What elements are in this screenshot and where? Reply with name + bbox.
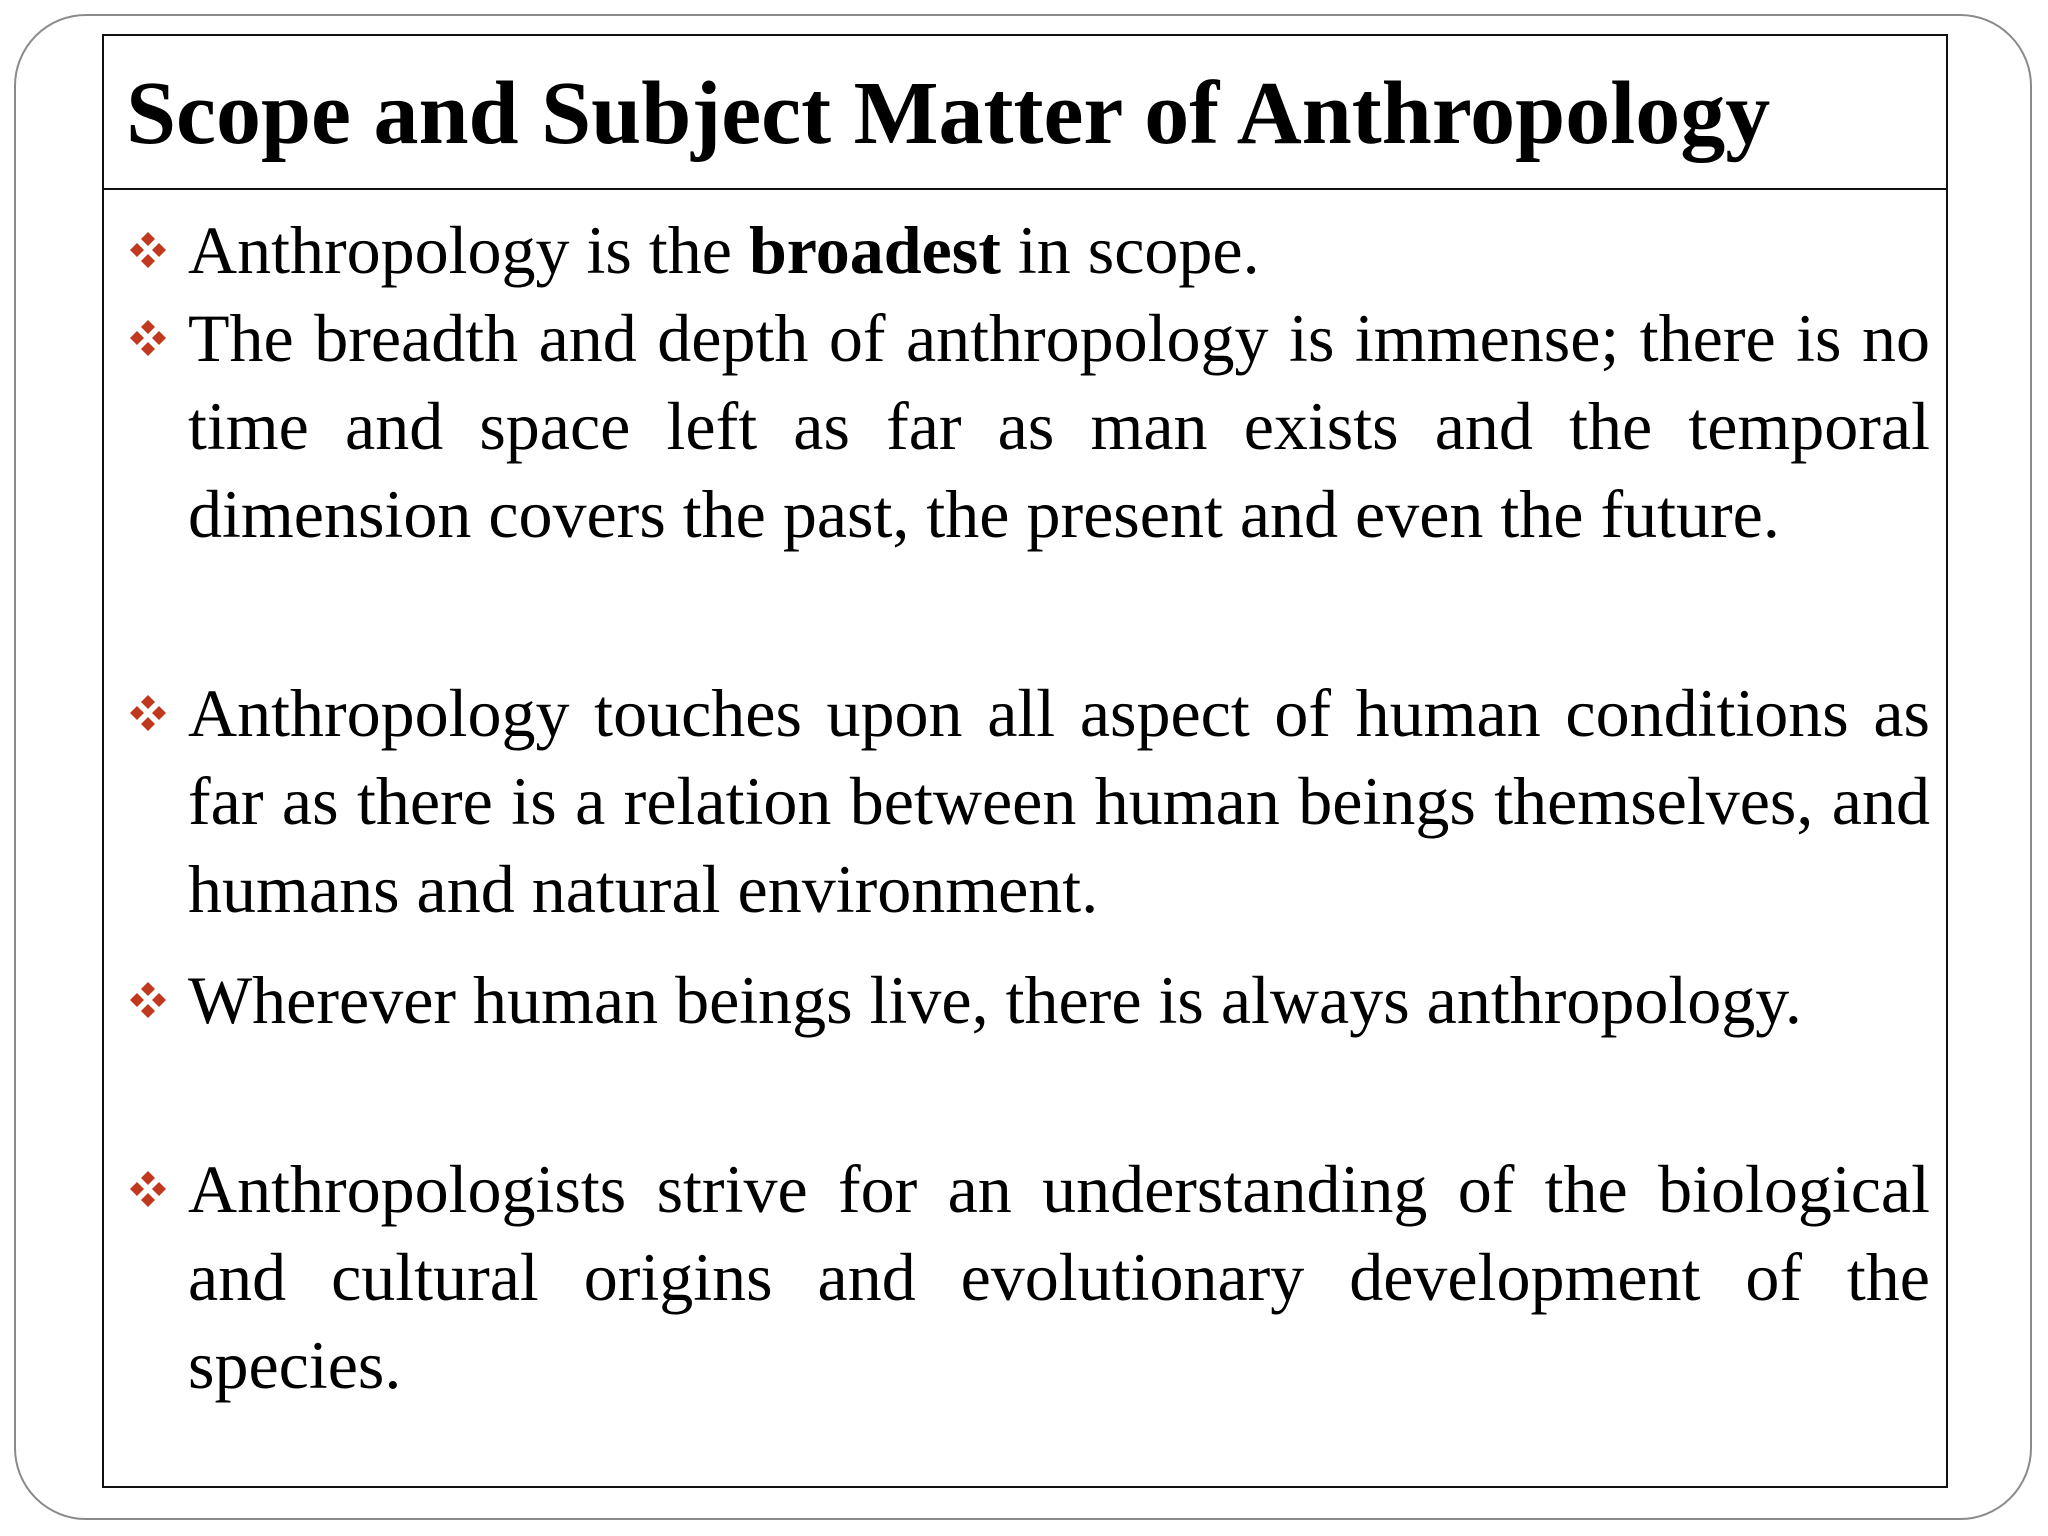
- title-bar: [104, 36, 1946, 190]
- bullet-bold-word: broadest: [748, 212, 1001, 288]
- slide-title: Scope and Subject Matter of Anthropology: [126, 64, 1771, 163]
- four-diamond-bullet-icon: [128, 693, 168, 733]
- four-diamond-bullet-icon: [128, 318, 168, 358]
- bullet-text: Anthropology touches upon all aspect of human conditions as far as there is a relation between human beings themselves, and humans and natural environment.: [188, 675, 1930, 927]
- bullet-text: [188, 206, 1930, 294]
- bullet-text-part: in scope.: [1000, 212, 1260, 288]
- bullet-text-part: Anthropology is the: [188, 212, 749, 288]
- bullet-text: Wherever human beings live, there is always anthropology.: [188, 962, 1802, 1038]
- four-diamond-bullet-icon: [128, 980, 168, 1020]
- four-diamond-bullet-icon: [128, 230, 168, 270]
- four-diamond-bullet-icon: [128, 1169, 168, 1209]
- slide-content-box: [102, 34, 1948, 1488]
- bullet-text: The breadth and depth of anthropology is immense; there is no time and space left as far as man exists and the temporal dimension covers the past, the present and even the future.: [188, 300, 1930, 552]
- bullet-text: Anthropologists strive for an understanding of the biological and cultural origins and evolutionary development of the species.: [188, 1151, 1930, 1403]
